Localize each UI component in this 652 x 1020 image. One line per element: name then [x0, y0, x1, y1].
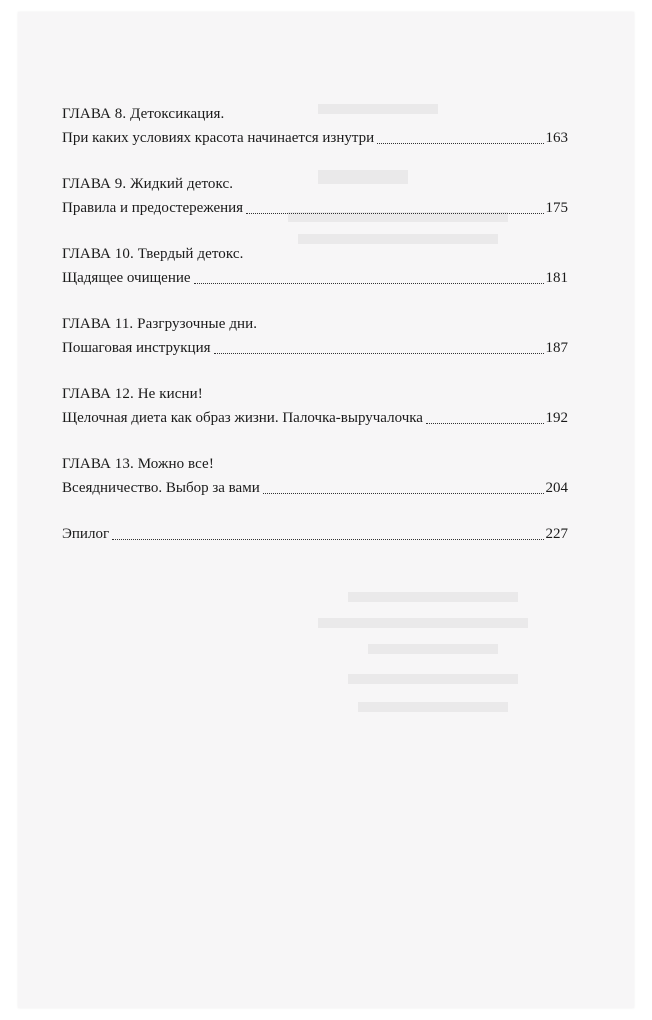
chapter-title: Щелочная диета как образ жизни. Палочка-выручалочка — [62, 410, 423, 426]
show-through-block — [348, 674, 518, 684]
show-through-block — [318, 618, 528, 628]
page-number: 204 — [545, 480, 568, 496]
chapter-line — [62, 476, 568, 500]
toc-entry-chapter-10 — [62, 242, 568, 290]
chapter-heading: ГЛАВА 12. Не кисни! — [62, 386, 203, 402]
toc-entry-epilogue — [62, 522, 568, 546]
dot-leader — [426, 423, 544, 424]
toc-entry-chapter-8 — [62, 102, 568, 150]
page-number: 181 — [545, 270, 568, 286]
toc-entry-chapter-11 — [62, 312, 568, 360]
page-number: 192 — [545, 410, 568, 426]
chapter-heading: ГЛАВА 11. Разгрузочные дни. — [62, 316, 258, 332]
dot-leader — [214, 353, 544, 354]
chapter-heading: ГЛАВА 8. Детоксикация. — [62, 106, 225, 122]
dot-leader — [263, 493, 544, 494]
epilogue-line — [62, 522, 568, 546]
show-through-block — [358, 702, 508, 712]
chapter-line — [62, 406, 568, 430]
dot-leader — [246, 213, 543, 214]
page-number: 227 — [545, 526, 568, 542]
table-of-contents — [62, 102, 568, 568]
chapter-line — [62, 336, 568, 360]
chapter-title: Всеядничество. Выбор за вами — [62, 480, 260, 496]
show-through-block — [348, 592, 518, 602]
chapter-heading: ГЛАВА 9. Жидкий детокс. — [62, 176, 234, 192]
chapter-title: При каких условиях красота начинается изнутри — [62, 130, 375, 146]
chapter-heading: ГЛАВА 10. Твердый детокс. — [62, 246, 244, 262]
toc-entry-chapter-12 — [62, 382, 568, 430]
show-through-block — [368, 644, 498, 654]
page-number: 175 — [545, 200, 568, 216]
dot-leader — [112, 539, 543, 540]
chapter-title: Щадящее очищение — [62, 270, 191, 286]
chapter-title: Правила и предостережения — [62, 200, 244, 216]
epilogue-title: Эпилог — [62, 526, 110, 542]
dot-leader — [194, 283, 544, 284]
chapter-line — [62, 126, 568, 150]
toc-entry-chapter-13 — [62, 452, 568, 500]
dot-leader — [377, 143, 543, 144]
toc-entry-chapter-9 — [62, 172, 568, 220]
chapter-line — [62, 266, 568, 290]
chapter-title: Пошаговая инструкция — [62, 340, 211, 356]
page-number: 187 — [545, 340, 568, 356]
chapter-line — [62, 196, 568, 220]
chapter-heading: ГЛАВА 13. Можно все! — [62, 456, 214, 472]
page-number: 163 — [545, 130, 568, 146]
